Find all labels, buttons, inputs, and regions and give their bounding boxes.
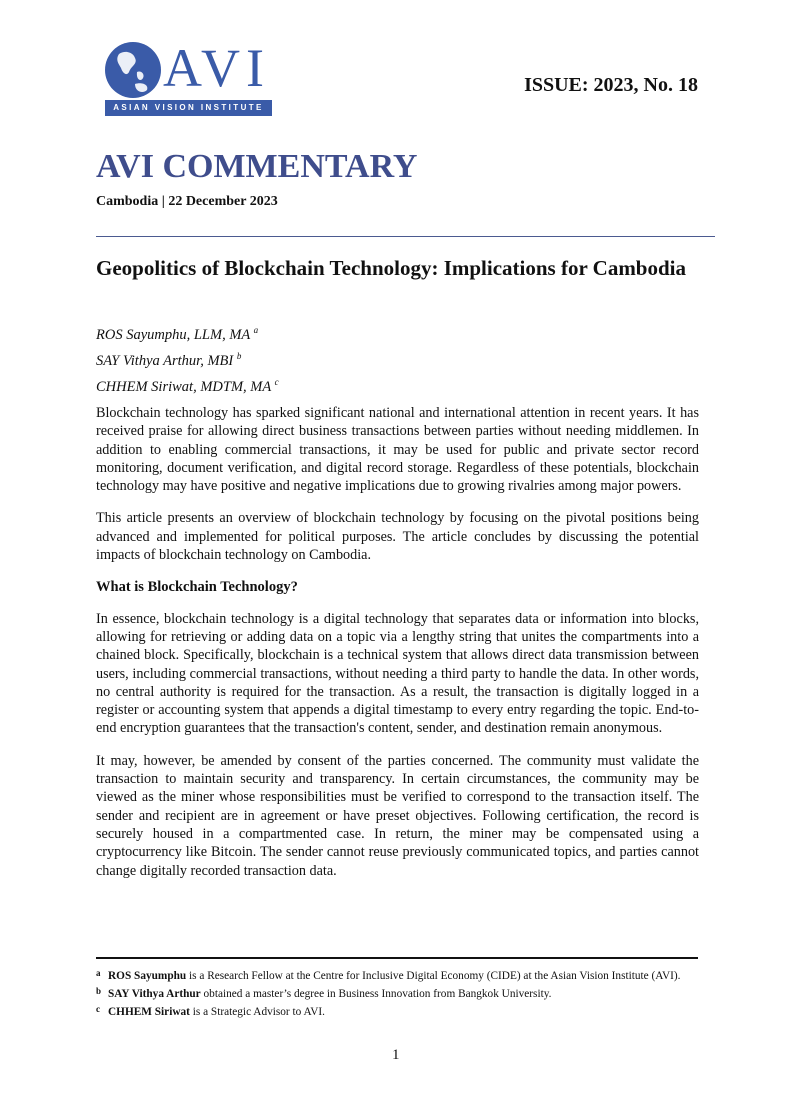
footnote-mark: c bbox=[96, 1004, 100, 1014]
header-divider bbox=[96, 236, 715, 237]
footnote-text: obtained a master’s degree in Business Innovation from Bangkok University. bbox=[200, 988, 552, 1000]
article-body bbox=[96, 404, 699, 894]
author-list bbox=[96, 320, 279, 397]
logo-wordmark: AVI bbox=[163, 38, 271, 98]
footnote-text: is a Research Fellow at the Centre for Inclusive Digital Economy (CIDE) at the Asian Vision Institute (AVI). bbox=[186, 970, 681, 982]
author: SAY Vithya Arthur, MBI $^b$ bbox=[96, 350, 242, 369]
footnote-text: is a Strategic Advisor to AVI. bbox=[189, 1006, 325, 1018]
paragraph: Blockchain technology has sparked significant national and international attention in recent years. It has received praise for allowing direct business transactions between parties without needing middlemen. In addition to enabling commercial transactions, it may be used for public and private sector record monitoring, document verification, and digital record storage. Regardless of these potentials, blockchain technology may have positive and negative implications due to growing rivalries among major powers. bbox=[96, 405, 699, 495]
issue-number: ISSUE: 2023, No. 18 bbox=[524, 74, 698, 96]
footnote-divider bbox=[96, 957, 698, 959]
globe-icon bbox=[105, 42, 161, 98]
footnote-marker[interactable]: a bbox=[253, 325, 259, 335]
dateline: Cambodia | 22 December 2023 bbox=[96, 194, 278, 209]
footnote-marker[interactable]: b bbox=[236, 350, 242, 361]
footnote bbox=[96, 1005, 706, 1020]
paragraph: In essence, blockchain technology is a digital technology that separates data or information into blocks, allowing for retrieving or adding data on a topic via a lengthy string that unites the compartments into a chained block. Specifically, blockchain is a technical system that allows direct data transmission between users, including commercial transactions, without needing a third party to handle the data. In other words, no central authority is required for the transaction. As a result, the transaction is digitally logged in a register or accounting system that appends a digital timestamp to every entry regarding the topic. End-to-end encryption guarantees that the transaction's content, sender, and destination remain anonymous. bbox=[96, 610, 699, 737]
footnote-name: SAY Vithya Arthur bbox=[108, 988, 201, 1000]
footnote-mark: b bbox=[96, 986, 102, 996]
footnote-name: CHHEM Siriwat bbox=[108, 1006, 190, 1018]
footnote-name: ROS Sayumphu bbox=[108, 970, 187, 982]
paragraph: It may, however, be amended by consent of the parties concerned. The community must validate the transaction to maintain security and transparency. In certain circumstances, the community may be viewed as the miner whose responsibilities must be verified to correspond to the transaction itself. The sender and recipient are in agreement or have preset objectives. Following certification, the record is securely housed in a compartmented case. In return, the miner may be compensated using a cryptocurrency like Bitcoin. The sender cannot reuse previously communicated topics, and parties cannot change digitally recorded transaction data. bbox=[96, 752, 699, 879]
article-title: Geopolitics of Blockchain Technology: Implications for Cambodia bbox=[96, 256, 686, 280]
paragraph: This article presents an overview of blockchain technology by focusing on the pivotal positions being advanced and implemented for political purposes. The article concludes by discussing the potential impacts of blockchain technology on Cambodia. bbox=[96, 510, 699, 564]
avi-logo bbox=[105, 38, 273, 118]
logo-tagline: ASIAN VISION INSTITUTE bbox=[105, 100, 272, 116]
footnote-marker[interactable]: c bbox=[274, 376, 279, 387]
footnote bbox=[96, 969, 706, 984]
section-heading: What is Blockchain Technology? bbox=[96, 579, 298, 596]
series-title: AVI COMMENTARY bbox=[96, 148, 418, 185]
footnotes bbox=[96, 969, 706, 1023]
author: ROS Sayumphu, LLM, MA $^a$ bbox=[96, 325, 259, 343]
footnote-mark: a bbox=[96, 968, 101, 978]
page-number: 1 bbox=[392, 1047, 400, 1063]
footnote bbox=[96, 987, 706, 1002]
author: CHHEM Siriwat, MDTM, MA $^c$ bbox=[96, 376, 279, 395]
